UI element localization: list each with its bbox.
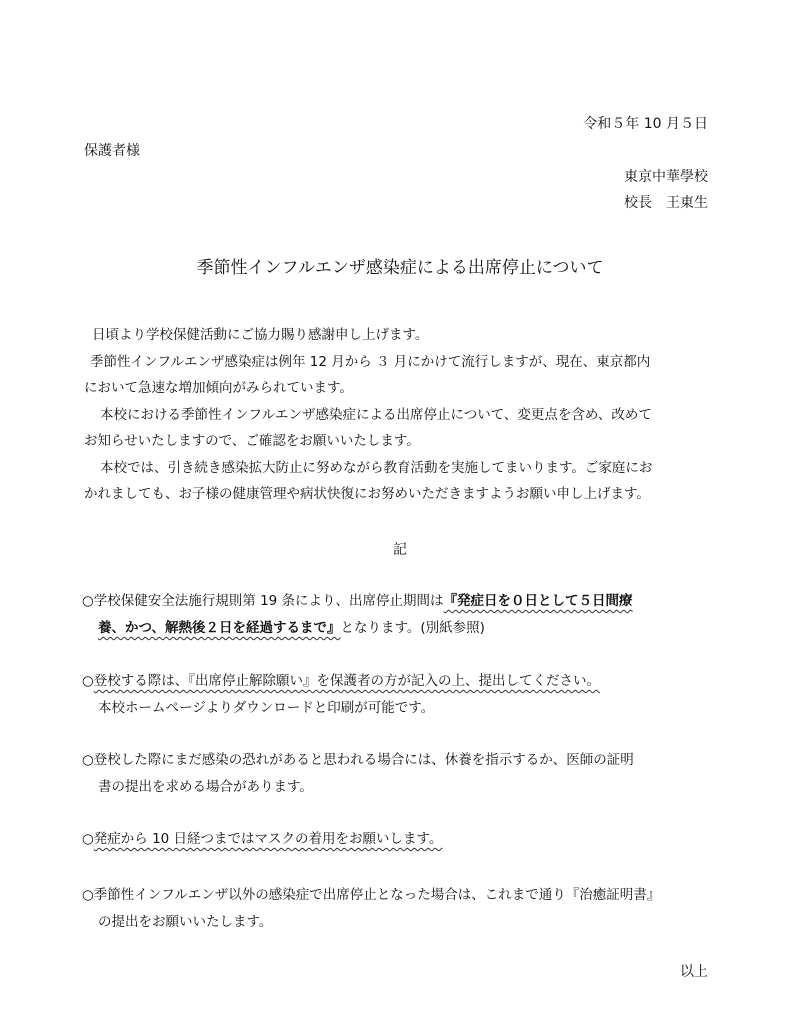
intro-paragraph-3-line-1: 本校における季節性インフルエンザ感染症による出席停止について、変更点を含め、改めて	[100, 406, 652, 423]
school-name: 東京中華學校	[624, 169, 708, 185]
intro-section	[84, 322, 716, 508]
item-2-emphasis: 登校する際は、『出席停止解除願い』を保護者の方が記入の上、提出してください。	[93, 673, 601, 689]
list-item-mask	[82, 826, 722, 853]
intro-paragraph-1: 日頃より学校保健活動にご協力賜り感謝申し上げます。	[92, 327, 429, 343]
item-2-line-1	[82, 668, 722, 695]
ki-heading: 記	[393, 542, 407, 558]
principal-name: 校長 王東生	[624, 195, 708, 211]
list-item-attendance-period	[82, 588, 722, 642]
recipient: 保護者様	[84, 143, 140, 159]
intro-paragraph-2-line-1: 季節性インフルエンザ感染症は例年 12 月から ３ 月にかけて流行しますが、現在、東京都内	[90, 353, 651, 370]
intro-paragraph-4-line-1: 本校では、引き続き感染拡大防止に努めながら教育活動を実施してまいります。ご家庭にお	[100, 459, 653, 476]
item-1-emphasis-1: 『発症日を０日として５日間療	[443, 593, 633, 609]
item-5-line-2: の提出をお願いいたします。	[98, 914, 273, 930]
item-3-line-1: ○登校した際にまだ感染の恐れがあると思われる場合には、休養を指示するか、医師の証明	[82, 752, 634, 768]
item-4-line-1	[82, 826, 722, 853]
item-1-line-1	[82, 588, 722, 615]
document-date: 令和５年 10 月５日	[583, 116, 708, 132]
intro-paragraph-3-line-2: お知らせいたしますので、ご確認をお願いいたします。	[84, 433, 420, 449]
list-item-other-infections	[82, 882, 722, 936]
intro-paragraph-2-line-2: において急速な増加傾向がみられています。	[84, 380, 353, 396]
item-5-line-1: ○季節性インフルエンザ以外の感染症で出席停止となった場合は、これまで通り『治癒証明書』	[82, 887, 661, 903]
item-2-line-2: 本校ホームページよりダウンロードと印刷が可能です。	[98, 700, 435, 716]
item-2-mark: ○	[82, 673, 94, 689]
item-1-line-2	[82, 615, 722, 642]
item-4-emphasis: 発症から 10 日経つまではマスクの着用をお願いします。	[93, 831, 443, 847]
document-title: 季節性インフルエンザ感染症による出席停止について	[196, 258, 604, 278]
item-3-line-2: 書の提出を求める場合があります。	[98, 779, 313, 795]
item-4-mark: ○	[82, 831, 94, 847]
list-item-rest-instruction	[82, 747, 722, 801]
item-1-emphasis-2: 養、かつ、解熱後２日を経過するまで』	[98, 620, 341, 636]
item-1-tail: となります。(別紙参照)	[340, 620, 485, 636]
closing-mark: 以上	[680, 964, 708, 980]
list-item-attendance-form	[82, 668, 722, 722]
item-1-text: ○学校保健安全法施行規則第 19 条により、出席停止期間は	[82, 593, 444, 609]
intro-paragraph-4-line-2: かれましても、お子様の健康管理や病状快復にお努めいただきますようお願い申し上げます。	[84, 486, 650, 502]
